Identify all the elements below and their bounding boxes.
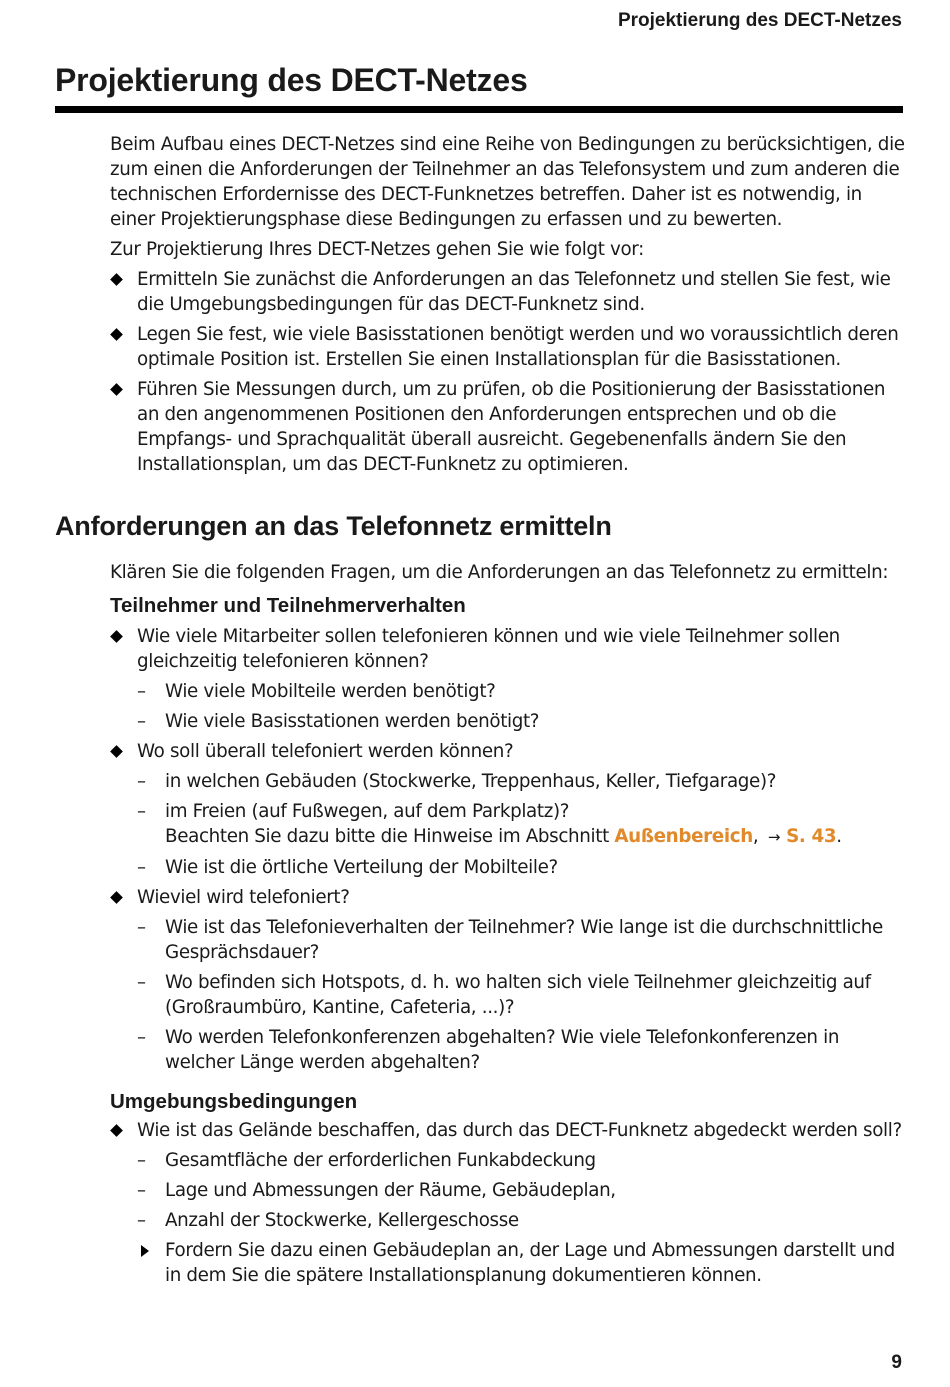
subscriber-questions: [110, 624, 905, 1075]
list-item: [110, 855, 905, 880]
page-title: Projektierung des DECT-Netzes: [55, 62, 528, 98]
step-text: Führen Sie Messungen durch, um zu prüfen, ob die Positionierung der Basisstationen an den angenommenen Positionen den Anforderungen entsprechen und ob die Empfangs- und Sprachqualität überall ausreicht. Gegebenenfalls ändern Sie den Installationsplan, um das DECT-Funknetz zu optimieren.: [137, 379, 886, 475]
subheading-subscribers: Teilnehmer und Teilnehmerverhalten: [110, 594, 466, 617]
sub-question-text: Wie ist das Telefonieverhalten der Teilnehmer? Wie lange ist die durchschnittliche Gesprächsdauer?: [165, 917, 883, 963]
list-item: [110, 322, 905, 372]
sub-question-text: im Freien (auf Fußwegen, auf dem Parkplatz)?: [165, 801, 570, 822]
list-item: [110, 799, 905, 850]
intro-paragraph: Beim Aufbau eines DECT-Netzes sind eine Reihe von Bedingungen zu berücksichtigen, die zum einen die Anforderungen der Teilnehmer an das Telefonsystem und zum anderen die technischen Erfordernisse des DECT-Funknetzes betreffen. Daher ist es notwendig, in einer Projektierungsphase diese Bedingungen zu erfassen und zu bewerten.: [110, 134, 905, 230]
list-item: [110, 679, 905, 704]
diamond-bullet-icon: [110, 891, 123, 904]
list-item: [110, 1238, 905, 1288]
play-arrow-icon: [141, 1245, 149, 1257]
intro-section: [110, 132, 905, 477]
list-item: [110, 915, 905, 965]
running-head: Projektierung des DECT-Netzes: [617, 10, 902, 31]
sub-question-text: Lage und Abmessungen der Räume, Gebäudeplan,: [165, 1180, 616, 1201]
note-end: .: [836, 826, 842, 847]
note-text: Beachten Sie dazu bitte die Hinweise im Abschnitt: [165, 826, 615, 847]
dash-bullet: –: [137, 801, 146, 822]
dash-bullet: –: [137, 711, 146, 732]
dash-bullet: –: [137, 857, 146, 878]
diamond-bullet-icon: [110, 328, 123, 341]
dash-bullet: –: [137, 917, 146, 938]
action-text: Fordern Sie dazu einen Gebäudeplan an, der Lage und Abmessungen darstellt und in dem Sie die spätere Installationsplanung dokumentieren können.: [165, 1240, 895, 1286]
list-item: [110, 1118, 905, 1143]
question-text: Wo soll überall telefoniert werden können?: [137, 741, 514, 762]
steps-list: [110, 267, 905, 477]
sub-question-text: Wo befinden sich Hotspots, d. h. wo halten sich viele Teilnehmer gleichzeitig auf (Großraumbüro, Kantine, Cafeteria, ...)?: [165, 972, 871, 1018]
list-item: [110, 885, 905, 910]
sub-question-text: Wie viele Mobilteile werden benötigt?: [165, 681, 496, 702]
dash-bullet: –: [137, 1027, 146, 1048]
sub-question-text: in welchen Gebäuden (Stockwerke, Treppenhaus, Keller, Tiefgarage)?: [165, 771, 777, 792]
dash-bullet: –: [137, 681, 146, 702]
diamond-bullet-icon: [110, 630, 123, 643]
section-heading: Anforderungen an das Telefonnetz ermitteln: [55, 511, 612, 541]
section-lead: Klären Sie die folgenden Fragen, um die Anforderungen an das Telefonnetz zu ermitteln:: [110, 562, 889, 583]
subheading-environment: Umgebungsbedingungen: [110, 1090, 358, 1113]
list-item: [110, 377, 905, 477]
step-text: Ermitteln Sie zunächst die Anforderungen an das Telefonnetz und stellen Sie fest, wie die Umgebungsbedingungen für das DECT-Funknetz sind.: [137, 269, 891, 315]
requirements-section: [110, 560, 905, 1288]
page-number: 9: [891, 1352, 902, 1373]
question-text: Wie viele Mitarbeiter sollen telefonieren können und wie viele Teilnehmer sollen gleichzeitig telefonieren können?: [137, 626, 840, 672]
list-item: [110, 1148, 905, 1173]
note-comma: ,: [752, 826, 759, 847]
page-reference-link[interactable]: S. 43: [786, 826, 837, 847]
diamond-bullet-icon: [110, 1124, 123, 1137]
intro-lead: Zur Projektierung Ihres DECT-Netzes gehen Sie wie folgt vor:: [110, 239, 644, 260]
environment-questions: [110, 1118, 905, 1288]
diamond-bullet-icon: [110, 273, 123, 286]
list-item: [110, 267, 905, 317]
diamond-bullet-icon: [110, 745, 123, 758]
diamond-bullet-icon: [110, 383, 123, 396]
question-text: Wie ist das Gelände beschaffen, das durch das DECT-Funknetz abgedeckt werden soll?: [137, 1120, 902, 1141]
list-item: [110, 1025, 905, 1075]
sub-question-text: Gesamtfläche der erforderlichen Funkabdeckung: [165, 1150, 596, 1171]
sub-question-text: Wie ist die örtliche Verteilung der Mobilteile?: [165, 857, 558, 878]
list-item: [110, 709, 905, 734]
title-rule: [55, 106, 903, 113]
list-item: [110, 970, 905, 1020]
list-item: [110, 1208, 905, 1233]
outdoor-area-link[interactable]: Außenbereich: [614, 826, 753, 847]
dash-bullet: –: [137, 771, 146, 792]
sub-question-text: Anzahl der Stockwerke, Kellergeschosse: [165, 1210, 519, 1231]
sub-question-text: Wie viele Basisstationen werden benötigt?: [165, 711, 540, 732]
step-text: Legen Sie fest, wie viele Basisstationen benötigt werden und wo voraussichtlich deren optimale Position ist. Erstellen Sie einen Installationsplan für die Basisstationen.: [137, 324, 899, 370]
dash-bullet: –: [137, 1180, 146, 1201]
question-text: Wieviel wird telefoniert?: [137, 887, 350, 908]
list-item: [110, 769, 905, 794]
cross-reference-note: [165, 824, 905, 850]
dash-bullet: –: [137, 972, 146, 993]
arrow-right-icon: →: [767, 828, 781, 846]
list-item: [110, 624, 905, 674]
list-item: [110, 739, 905, 764]
dash-bullet: –: [137, 1210, 146, 1231]
dash-bullet: –: [137, 1150, 146, 1171]
sub-question-text: Wo werden Telefonkonferenzen abgehalten? Wie viele Telefonkonferenzen in welcher Länge werden abgehalten?: [165, 1027, 840, 1073]
list-item: [110, 1178, 905, 1203]
